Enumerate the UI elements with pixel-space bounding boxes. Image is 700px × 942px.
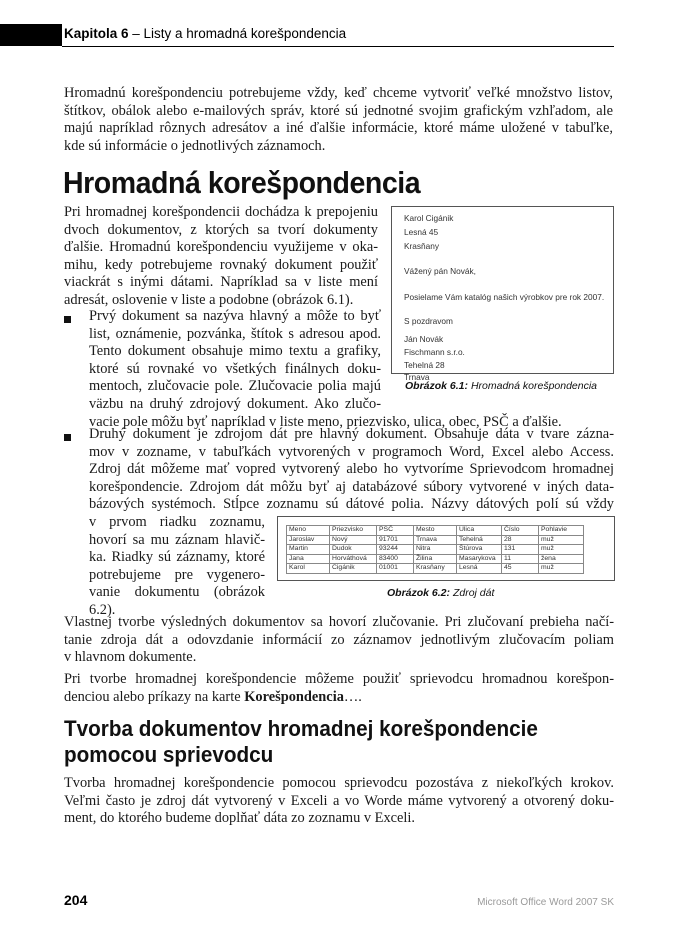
table-cell: Dudok [330,545,377,555]
text-line: mov v zozname, v tabuľkách vytvorených v programoch Word, Excel alebo Access. [89,443,614,460]
table-cell: Cigánik [330,564,377,574]
text-line: Tvorba hromadnej korešpondencie pomocou sprievodcu pozostáva z niekoľkých krokov. [64,775,614,791]
text-line: korešpondencie. Zdrojom dát môžu byť aj databázové súbory vytvorené v iných data- [89,478,614,495]
text-line: ďalšie. Hromadnú korešpondenciu využijeme v oka- [64,239,378,256]
header-cell: Mesto [414,526,457,536]
heading-line: Tvorba dokumentov hromadnej korešpondencie [64,716,538,741]
table-row [287,535,584,545]
letter-line: Ján Novák [404,334,444,344]
letter-line: Karol Cigánik [404,213,454,223]
text-line: ment, do ktorého budeme doplňať dáta zo zoznamu v Exceli. [64,810,416,827]
text-line: Vlastnej tvorbe výsledných dokumentov sa hovorí zlučovanie. Pri zlučovaní prebieha načí- [64,614,614,630]
table-cell: 131 [502,545,539,555]
text-line: Veľmi často je zdroj dát vytvorený v Exceli a vo Worde máme vytvorený a otvorený doku- [64,792,614,809]
letter-line: Tehelná 28 [404,360,445,370]
table-cell: Lesná [457,564,502,574]
text-line: Hromadnú korešpondenciu potrebujeme vždy, keď chceme vytvoriť veľké množstvo listov, [64,85,613,101]
text-line: dvoch dokumentov, z ktorých sa tvorí dokumenty [64,221,378,238]
header-black-bar [0,24,62,46]
text-line: vacie pole môžu byť napríklad v liste meno, priezvisko, ulica, obec, PSČ a ďalšie. [89,413,562,430]
page-number: 204 [64,892,88,908]
table-cell: Jaroslav [287,535,330,545]
text-line: vanie dokumentu (obrázok [89,584,265,601]
table-row [287,545,584,555]
table-header-row [287,526,584,536]
text-line: väzbu na druhý zdrojový dokument. Ako zlučo- [89,395,381,412]
text-line: tanie zdroja dát a odovzdanie informácií zo záznamov jednotlivým zlučovacím poliam [64,631,614,648]
text-line: mentoch, zlučovacie pole. Zlučovacie polia majú [89,378,381,395]
book-title: Microsoft Office Word 2007 SK [477,897,614,908]
paragraph-steps [64,775,614,828]
header-separator: – [128,26,144,41]
text-line: Tento dokument obsahuje mimo textu a grafiky, [89,343,381,360]
table-cell: muž [539,545,584,555]
section-heading: Hromadná korešpondencia [63,165,421,200]
text-line: Pri hromadnej korešpondencii dochádza k prepojeniu [64,204,378,220]
table-row [287,554,584,564]
text-line: Druhý dokument je zdrojom dát pre hlavný dokument. Obsahuje dáta v tvare zázna- [89,426,614,442]
table-cell: žena [539,554,584,564]
text-line: kde sú informácie o jednotlivých záznamoch. [64,137,326,154]
text-line: v hlavnom dokumente. [64,649,197,666]
header-cell: Číslo [502,526,539,536]
caption-text: Zdroj dát [450,587,495,599]
text-run: …. [343,688,362,705]
text-line: Pri tvorbe hromadnej korešpondencie môžeme použiť sprievodcu hromadnou korešpon- [64,671,614,687]
table-cell: Horváthová [330,554,377,564]
table-row [287,564,584,574]
header-cell: Priezvisko [330,526,377,536]
text-line: majú napríklad rôznych adresátov a iné ďalšie informácie, ktoré máme uložené v tabuľke, [64,120,613,137]
subsection-heading [64,716,538,768]
text-line: viackrát s inými dátami. Napríklad sa v liste mení [64,274,378,291]
table-cell: Jana [287,554,330,564]
header-rule [62,46,614,47]
figure-letter-preview [391,206,614,382]
bullet-marker [64,434,71,441]
paragraph-wizard [64,671,614,706]
table-cell: Štúrova [457,545,502,555]
letter-line: Krasňany [404,241,440,251]
letter-line: Fischmann s.r.o. [404,347,465,357]
letter-line: Trnava [404,372,430,382]
table-cell: muž [539,564,584,574]
text-line: v prvom riadku zoznamu, [89,513,265,530]
table-cell: Tehelná [457,535,502,545]
figure-caption [387,587,494,599]
letter-line: Posielame Vám katalóg našich výrobkov pre rok 2007. [404,292,605,302]
letter-line: S pozdravom [404,316,453,326]
header-cell: Meno [287,526,330,536]
figure-data-source-table [277,516,615,581]
text-line: Prvý dokument sa nazýva hlavný a môže to byť [89,308,381,324]
table-cell: 28 [502,535,539,545]
header-cell: PSČ [377,526,414,536]
text-line: Zdroj dát môžeme mať vopred vytvorený alebo ho vytvoríme Sprievodcom hromadnej [89,461,614,478]
intro-paragraph [64,85,613,155]
table-cell: 93244 [377,545,414,555]
table-cell: 11 [502,554,539,564]
paragraph-merging [64,614,614,667]
text-line: ktoré sú rovnaké vo všetkých finálnych doku- [89,360,381,377]
text-line: hovorí sa mu záznam hlavič- [89,531,265,548]
table-cell: 01001 [377,564,414,574]
letter-line: Vážený pán Novák, [404,266,476,276]
text-run: denciou alebo príkazy na karte [64,688,245,705]
text-line: bázových systémoch. Stĺpce zoznamu sú dátové polia. Názvy dátových polí sú vždy [89,496,614,513]
table-cell: Žilina [414,554,457,564]
text-line: list, oznámenie, pozvánka, štítok s adresou apod. [89,325,381,342]
table-cell: Masarykova [457,554,502,564]
ribbon-tab-reference: Korešpondencia [244,688,344,705]
heading-line: pomocou sprievodcu [64,742,274,767]
table-cell: Krasňany [414,564,457,574]
text-line: 6.2). [89,601,116,618]
chapter-title: Listy a hromadná korešpondencia [143,26,347,41]
table-cell: 91701 [377,535,414,545]
data-source-table [286,525,584,574]
text-line: ka. Riadky sú záznamy, ktoré [89,549,265,566]
text-line: adresát, oslovenie v liste a podobne (obrázok 6.1). [64,291,354,308]
text-line: mihu, kedy potrebujeme rovnaký dokument použiť [64,256,378,273]
table-cell: 83400 [377,554,414,564]
caption-label: Obrázok 6.1: [405,380,469,392]
paragraph-mail-merge [64,204,378,310]
table-cell: Martin [287,545,330,555]
letter-line: Lesná 45 [404,227,439,237]
text-line: potrebujeme pre vygenero- [89,566,265,583]
text-line [64,689,614,707]
table-cell: muž [539,535,584,545]
bullet-marker [64,316,71,323]
running-header [64,26,346,41]
figure-caption [405,380,597,392]
table-cell: Nitra [414,545,457,555]
caption-label: Obrázok 6.2: [387,587,451,599]
table-cell: Karol [287,564,330,574]
header-cell: Ulica [457,526,502,536]
table-cell: Trnava [414,535,457,545]
table-cell: 45 [502,564,539,574]
text-line: štítkov, obálok alebo e-mailových správ, ktoré sú jednotné svojim grafickým vzhľadom, ale [64,102,613,119]
header-cell: Pohlavie [539,526,584,536]
caption-text: Hromadná korešpondencia [468,380,598,392]
chapter-label: Kapitola 6 [64,26,129,41]
table-cell: Nový [330,535,377,545]
